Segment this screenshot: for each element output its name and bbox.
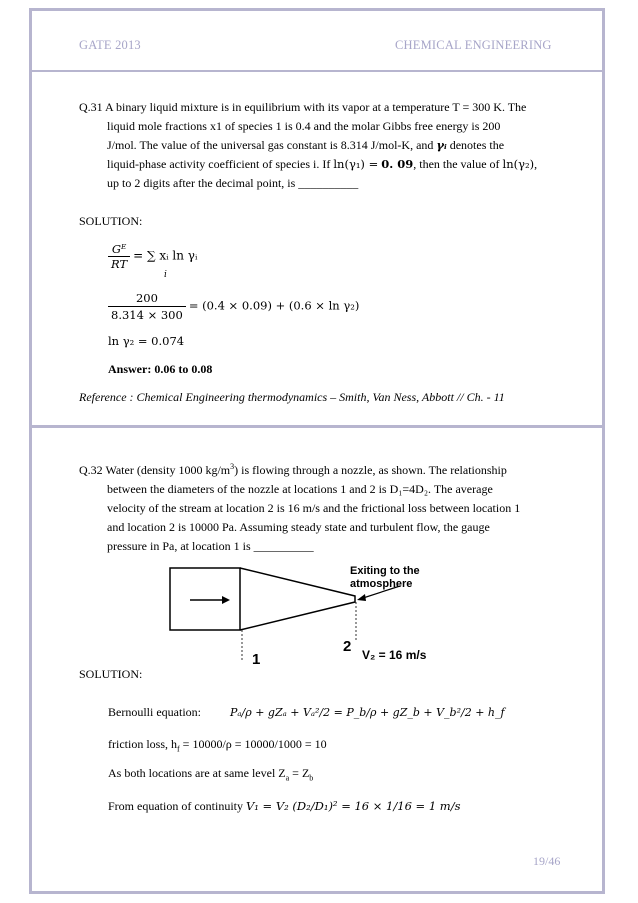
- equation-gibbs: [108, 242, 197, 271]
- bernoulli-label: Bernoulli equation:: [108, 705, 201, 719]
- question-32-line5: pressure in Pa, at location 1 is __________: [107, 539, 314, 553]
- question-32: [79, 457, 561, 556]
- equation-result: ln γ₂ = 0.074: [108, 334, 185, 348]
- question-32-line1b: ) is flowing through a nozzle, as shown. The relationship: [234, 463, 507, 477]
- v2-label: V₂ = 16 m/s: [362, 648, 427, 662]
- gamma1-value: 0. 09: [381, 157, 414, 171]
- level-subscript-b: b: [309, 773, 314, 783]
- friction-loss: [108, 735, 327, 758]
- flow-arrow-icon: [222, 596, 230, 604]
- gamma-i-symbol: γᵢ: [436, 138, 447, 152]
- question-31-line4c: ,: [534, 157, 538, 171]
- question-32-line4: and location 2 is 10000 Pa. Assuming steady state and turbulent flow, the gauge: [107, 520, 490, 534]
- continuity-label: From equation of continuity: [108, 799, 243, 813]
- exit-label-line1: Exiting to the: [350, 565, 420, 577]
- exit-arrow-icon: [357, 594, 366, 601]
- friction-value: = 10000/ρ = 10000/1000 = 10: [179, 737, 327, 751]
- gibbs-denominator: RT: [111, 257, 128, 271]
- solution-32-label: SOLUTION:: [79, 667, 143, 681]
- level-subscript-a: a: [285, 773, 290, 783]
- question-32-line1a: Water (density 1000 kg/m: [105, 463, 231, 477]
- nozzle-converging-section: [240, 568, 355, 630]
- gibbs-rhs: = ∑ xᵢ ln γᵢ: [133, 248, 198, 263]
- substitution-denominator: 8.314 × 300: [111, 308, 183, 322]
- question-32-line3: velocity of the stream at location 2 is 16 m/s and the frictional loss between location 1: [107, 501, 521, 515]
- level-equals: = Z: [289, 766, 310, 780]
- question-31-line4b: , then the value of: [413, 157, 500, 171]
- question-31-line1: A binary liquid mixture is in equilibrium with its vapor at a temperature T = 300 K. The: [105, 100, 527, 114]
- location-1-label: 1: [252, 651, 261, 668]
- cubic-superscript: 3: [230, 462, 235, 471]
- sum-index: i: [164, 270, 167, 280]
- nozzle-inlet-section: [170, 568, 240, 630]
- question-32-line2: between the diameters of the nozzle at locations 1 and 2 is D₁=4D₂. The average: [107, 482, 493, 496]
- level-text: As both locations are at same level Z: [108, 766, 286, 780]
- substitution-rhs: = (0.4 × 0.09) + (0.6 × ln γ₂): [188, 298, 360, 313]
- exit-label-line2: atmosphere: [350, 578, 413, 590]
- continuity-equation: V₁ = V₂ (D₂/D₁)² = 16 × 1/16 = 1 m/s: [245, 799, 461, 813]
- same-level: [108, 764, 313, 787]
- question-31-line3b: denotes the: [449, 138, 505, 152]
- question-divider: [29, 425, 605, 428]
- question-31-line2: liquid mole fractions x1 of species 1 is 0.4 and the molar Gibbs free energy is 200: [107, 119, 501, 133]
- header-divider: [29, 70, 605, 72]
- ln-gamma1: ln(γ₁) =: [333, 157, 379, 171]
- nozzle-diagram: [160, 560, 450, 670]
- equation-substitution: [108, 290, 359, 323]
- header-exam: GATE 2013: [79, 38, 141, 52]
- answer-31: Answer: 0.06 to 0.08: [108, 362, 213, 376]
- gibbs-numerator: Gᴱ: [108, 242, 130, 257]
- solution-31-label: SOLUTION:: [79, 214, 143, 228]
- question-31-number: Q.31: [79, 100, 103, 114]
- question-32-number: Q.32: [79, 463, 103, 477]
- page-number: 19/46: [533, 854, 561, 868]
- friction-subscript: f: [177, 744, 180, 754]
- question-31-line5: up to 2 digits after the decimal point, is __________: [107, 176, 359, 190]
- bernoulli-equation: Pₐ/ρ + gZₐ + Vₐ²/2 = P_b/ρ + gZ_b + V_b²/2 + h_f: [230, 706, 505, 719]
- question-31-line3a: J/mol. The value of the universal gas constant is 8.314 J/mol-K, and: [107, 138, 434, 152]
- friction-text: friction loss, h: [108, 737, 177, 751]
- header-subject: CHEMICAL ENGINEERING: [395, 38, 552, 52]
- question-31: [79, 98, 561, 193]
- continuity: [108, 797, 461, 816]
- question-31-line4a: liquid-phase activity coefficient of species i. If: [107, 157, 331, 171]
- substitution-numerator: 200: [108, 290, 186, 307]
- substitution-fraction: [108, 290, 186, 323]
- location-2-label: 2: [343, 638, 352, 655]
- reference-31: Reference : Chemical Engineering thermodynamics – Smith, Van Ness, Abbott // Ch. - 11: [79, 390, 505, 404]
- gibbs-fraction: [108, 242, 130, 271]
- ln-gamma2: ln(γ₂): [502, 157, 535, 171]
